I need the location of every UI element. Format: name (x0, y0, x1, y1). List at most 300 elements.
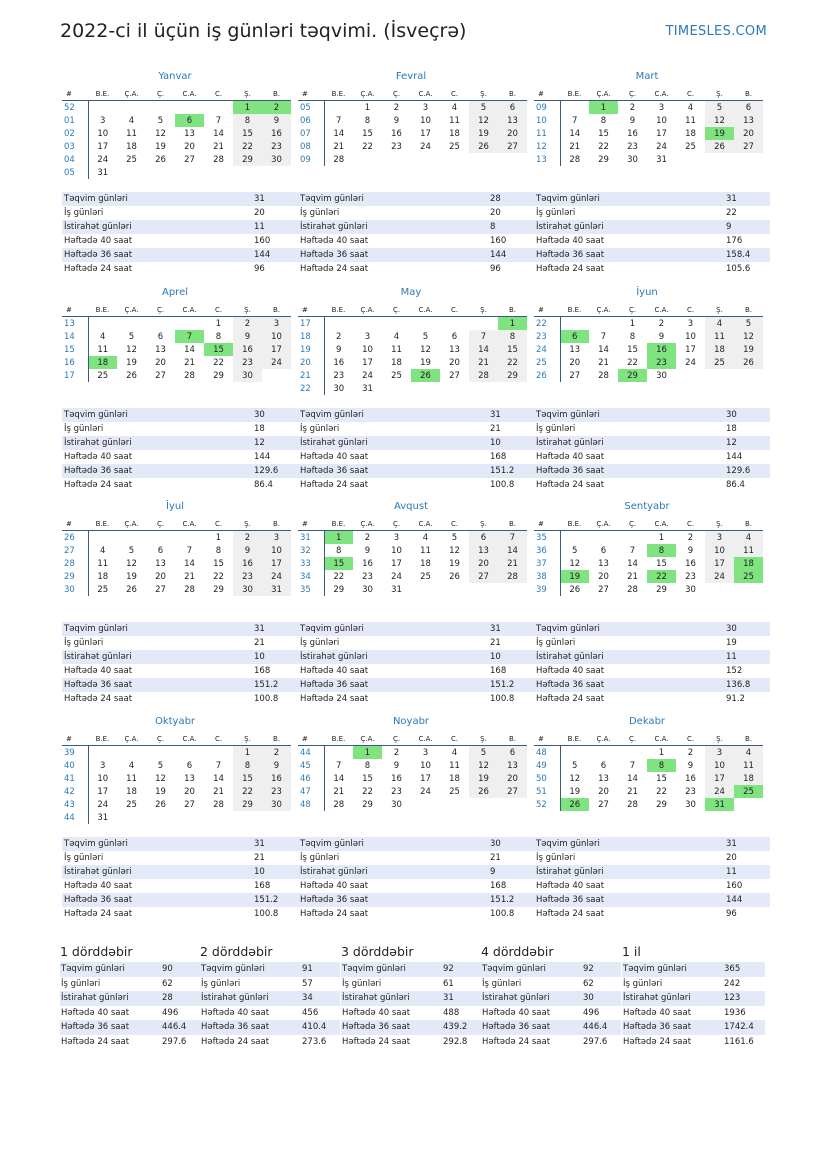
day-cell[interactable]: 21 (627, 571, 638, 582)
day-cell[interactable]: 22 (333, 571, 345, 582)
day-cell[interactable]: 26 (155, 799, 166, 810)
day-cell[interactable]: 21 (598, 357, 609, 368)
day-cell[interactable]: 29 (333, 584, 345, 595)
day-cell[interactable]: 23 (391, 141, 402, 152)
day-cell[interactable]: 21 (627, 786, 638, 797)
day-cell[interactable]: 2 (364, 532, 371, 543)
day-cell[interactable]: 20 (469, 557, 498, 570)
day-cell[interactable]: 7 (336, 115, 342, 126)
day-cell[interactable]: 12 (569, 773, 581, 784)
day-cell[interactable]: 20 (498, 772, 527, 785)
day-cell[interactable]: 31 (391, 584, 402, 595)
holiday-day-cell[interactable]: 6 (560, 330, 589, 343)
day-cell[interactable]: 10 (391, 545, 402, 556)
day-cell[interactable]: 19 (469, 127, 498, 140)
day-cell[interactable]: 3 (705, 531, 734, 545)
day-cell[interactable]: 15 (213, 558, 224, 569)
day-cell[interactable]: 13 (449, 344, 460, 355)
day-cell[interactable]: 25 (126, 154, 137, 165)
day-cell[interactable]: 16 (233, 557, 262, 570)
day-cell[interactable]: 29 (362, 799, 373, 810)
day-cell[interactable]: 15 (627, 344, 638, 355)
day-cell[interactable]: 15 (656, 558, 667, 569)
day-cell[interactable]: 11 (705, 330, 734, 343)
day-cell[interactable]: 17 (420, 128, 431, 139)
holiday-day-cell[interactable]: 1 (233, 101, 262, 115)
day-cell[interactable]: 21 (333, 786, 345, 797)
day-cell[interactable]: 18 (126, 141, 137, 152)
holiday-day-cell[interactable]: 29 (618, 369, 647, 382)
day-cell[interactable]: 8 (600, 115, 607, 126)
day-cell[interactable]: 31 (656, 154, 667, 165)
holiday-day-cell[interactable]: 1 (324, 531, 353, 545)
day-cell[interactable]: 4 (128, 760, 135, 771)
day-cell[interactable]: 7 (336, 760, 342, 771)
day-cell[interactable]: 2 (687, 747, 694, 758)
day-cell[interactable]: 3 (687, 318, 694, 329)
day-cell[interactable]: 14 (184, 344, 195, 355)
day-cell[interactable]: 18 (685, 128, 696, 139)
day-cell[interactable]: 12 (155, 128, 166, 139)
day-cell[interactable]: 14 (213, 128, 224, 139)
day-cell[interactable]: 29 (233, 798, 262, 811)
day-cell[interactable]: 10 (420, 760, 431, 771)
day-cell[interactable]: 5 (128, 545, 135, 556)
day-cell[interactable]: 10 (362, 344, 373, 355)
day-cell[interactable]: 10 (262, 544, 291, 557)
day-cell[interactable]: 23 (685, 571, 696, 582)
day-cell[interactable]: 28 (569, 154, 581, 165)
day-cell[interactable]: 5 (734, 317, 763, 331)
day-cell[interactable]: 12 (449, 545, 460, 556)
holiday-day-cell[interactable]: 8 (647, 759, 676, 772)
day-cell[interactable]: 29 (498, 369, 527, 382)
day-cell[interactable]: 9 (393, 760, 400, 771)
day-cell[interactable]: 9 (687, 545, 694, 556)
day-cell[interactable]: 20 (155, 571, 166, 582)
day-cell[interactable]: 15 (362, 128, 373, 139)
day-cell[interactable]: 21 (569, 141, 581, 152)
day-cell[interactable]: 13 (498, 114, 527, 127)
day-cell[interactable]: 15 (498, 343, 527, 356)
day-cell[interactable]: 4 (451, 102, 458, 113)
day-cell[interactable]: 19 (449, 558, 460, 569)
day-cell[interactable]: 22 (362, 141, 373, 152)
day-cell[interactable]: 25 (449, 786, 460, 797)
day-cell[interactable]: 28 (627, 584, 638, 595)
day-cell[interactable]: 2 (233, 317, 262, 331)
day-cell[interactable]: 2 (629, 102, 636, 113)
day-cell[interactable]: 9 (233, 330, 262, 343)
day-cell[interactable]: 24 (362, 370, 373, 381)
day-cell[interactable]: 28 (627, 799, 638, 810)
day-cell[interactable]: 20 (569, 357, 581, 368)
day-cell[interactable]: 9 (262, 759, 291, 772)
day-cell[interactable]: 2 (262, 746, 291, 760)
day-cell[interactable]: 8 (498, 330, 527, 343)
day-cell[interactable]: 1 (658, 747, 665, 758)
holiday-day-cell[interactable]: 8 (647, 544, 676, 557)
day-cell[interactable]: 20 (598, 786, 609, 797)
day-cell[interactable]: 2 (658, 318, 665, 329)
day-cell[interactable]: 17 (97, 786, 109, 797)
day-cell[interactable]: 31 (97, 167, 109, 178)
day-cell[interactable]: 8 (215, 545, 222, 556)
holiday-day-cell[interactable]: 16 (647, 343, 676, 356)
day-cell[interactable]: 29 (656, 799, 667, 810)
day-cell[interactable]: 12 (569, 558, 581, 569)
day-cell[interactable]: 12 (705, 114, 734, 127)
day-cell[interactable]: 15 (233, 127, 262, 140)
day-cell[interactable]: 23 (685, 786, 696, 797)
day-cell[interactable]: 21 (184, 571, 195, 582)
holiday-day-cell[interactable]: 19 (705, 127, 734, 140)
day-cell[interactable]: 11 (449, 760, 460, 771)
day-cell[interactable]: 14 (569, 128, 581, 139)
day-cell[interactable]: 30 (362, 584, 373, 595)
day-cell[interactable]: 24 (262, 570, 291, 583)
day-cell[interactable]: 23 (333, 370, 345, 381)
day-cell[interactable]: 29 (656, 584, 667, 595)
day-cell[interactable]: 20 (184, 141, 195, 152)
day-cell[interactable]: 13 (469, 544, 498, 557)
day-cell[interactable]: 19 (155, 141, 166, 152)
day-cell[interactable]: 30 (233, 583, 262, 596)
day-cell[interactable]: 5 (469, 746, 498, 760)
day-cell[interactable]: 3 (705, 746, 734, 760)
day-cell[interactable]: 13 (734, 114, 763, 127)
day-cell[interactable]: 23 (233, 356, 262, 369)
day-cell[interactable]: 11 (126, 773, 137, 784)
day-cell[interactable]: 2 (336, 331, 342, 342)
day-cell[interactable]: 9 (364, 545, 371, 556)
day-cell[interactable]: 8 (233, 759, 262, 772)
day-cell[interactable]: 17 (262, 557, 291, 570)
day-cell[interactable]: 14 (469, 343, 498, 356)
day-cell[interactable]: 17 (685, 344, 696, 355)
day-cell[interactable]: 7 (215, 115, 222, 126)
day-cell[interactable]: 26 (734, 356, 763, 369)
day-cell[interactable]: 28 (184, 584, 195, 595)
day-cell[interactable]: 27 (155, 370, 166, 381)
day-cell[interactable]: 25 (391, 370, 402, 381)
day-cell[interactable]: 13 (184, 128, 195, 139)
day-cell[interactable]: 14 (598, 344, 609, 355)
day-cell[interactable]: 5 (157, 760, 164, 771)
day-cell[interactable]: 29 (213, 370, 224, 381)
day-cell[interactable]: 10 (685, 331, 696, 342)
day-cell[interactable]: 11 (449, 115, 460, 126)
day-cell[interactable]: 13 (598, 773, 609, 784)
day-cell[interactable]: 18 (126, 786, 137, 797)
day-cell[interactable]: 14 (627, 558, 638, 569)
day-cell[interactable]: 6 (498, 746, 527, 760)
day-cell[interactable]: 31 (262, 583, 291, 596)
brand-link[interactable]: TIMESLES.COM (665, 24, 767, 39)
day-cell[interactable]: 1 (215, 532, 222, 543)
day-cell[interactable]: 4 (100, 545, 106, 556)
holiday-day-cell[interactable]: 19 (560, 570, 589, 583)
day-cell[interactable]: 6 (157, 545, 164, 556)
day-cell[interactable]: 13 (498, 759, 527, 772)
day-cell[interactable]: 6 (600, 545, 607, 556)
day-cell[interactable]: 21 (213, 786, 224, 797)
day-cell[interactable]: 14 (333, 128, 345, 139)
day-cell[interactable]: 17 (362, 357, 373, 368)
day-cell[interactable]: 24 (262, 356, 291, 369)
day-cell[interactable]: 11 (97, 344, 109, 355)
day-cell[interactable]: 30 (627, 154, 638, 165)
day-cell[interactable]: 18 (97, 571, 109, 582)
day-cell[interactable]: 27 (734, 140, 763, 153)
day-cell[interactable]: 21 (213, 141, 224, 152)
day-cell[interactable]: 20 (498, 127, 527, 140)
day-cell[interactable]: 27 (598, 584, 609, 595)
day-cell[interactable]: 17 (97, 141, 109, 152)
day-cell[interactable]: 30 (656, 370, 667, 381)
day-cell[interactable]: 23 (362, 571, 373, 582)
day-cell[interactable]: 26 (126, 584, 137, 595)
day-cell[interactable]: 16 (362, 558, 373, 569)
holiday-day-cell[interactable]: 1 (589, 101, 618, 115)
day-cell[interactable]: 30 (391, 799, 402, 810)
day-cell[interactable]: 18 (449, 773, 460, 784)
day-cell[interactable]: 11 (126, 128, 137, 139)
day-cell[interactable]: 27 (498, 785, 527, 798)
day-cell[interactable]: 27 (449, 370, 460, 381)
holiday-day-cell[interactable]: 18 (88, 356, 117, 369)
day-cell[interactable]: 22 (656, 786, 667, 797)
day-cell[interactable]: 26 (469, 140, 498, 153)
day-cell[interactable]: 8 (364, 115, 371, 126)
day-cell[interactable]: 28 (333, 154, 345, 165)
day-cell[interactable]: 26 (155, 154, 166, 165)
day-cell[interactable]: 31 (362, 383, 373, 394)
day-cell[interactable]: 24 (97, 799, 109, 810)
day-cell[interactable]: 27 (469, 570, 498, 583)
day-cell[interactable]: 25 (685, 141, 696, 152)
day-cell[interactable]: 24 (391, 571, 402, 582)
day-cell[interactable]: 25 (449, 141, 460, 152)
day-cell[interactable]: 28 (498, 570, 527, 583)
day-cell[interactable]: 25 (705, 356, 734, 369)
day-cell[interactable]: 5 (572, 545, 578, 556)
day-cell[interactable]: 24 (685, 357, 696, 368)
day-cell[interactable]: 21 (469, 356, 498, 369)
day-cell[interactable]: 19 (734, 343, 763, 356)
holiday-day-cell[interactable]: 1 (498, 317, 527, 331)
day-cell[interactable]: 13 (184, 773, 195, 784)
day-cell[interactable]: 23 (262, 785, 291, 798)
day-cell[interactable]: 27 (184, 799, 195, 810)
day-cell[interactable]: 18 (420, 558, 431, 569)
day-cell[interactable]: 1 (233, 746, 262, 760)
day-cell[interactable]: 28 (184, 370, 195, 381)
day-cell[interactable]: 25 (420, 571, 431, 582)
day-cell[interactable]: 11 (391, 344, 402, 355)
day-cell[interactable]: 3 (393, 532, 400, 543)
day-cell[interactable]: 30 (685, 584, 696, 595)
day-cell[interactable]: 2 (687, 532, 694, 543)
day-cell[interactable]: 4 (128, 115, 135, 126)
day-cell[interactable]: 3 (658, 102, 665, 113)
day-cell[interactable]: 22 (598, 141, 609, 152)
day-cell[interactable]: 20 (184, 786, 195, 797)
day-cell[interactable]: 16 (685, 558, 696, 569)
day-cell[interactable]: 19 (420, 357, 431, 368)
day-cell[interactable]: 16 (233, 343, 262, 356)
day-cell[interactable]: 18 (391, 357, 402, 368)
day-cell[interactable]: 26 (569, 584, 581, 595)
day-cell[interactable]: 17 (705, 772, 734, 785)
day-cell[interactable]: 18 (705, 343, 734, 356)
day-cell[interactable]: 18 (734, 772, 763, 785)
day-cell[interactable]: 9 (658, 331, 665, 342)
day-cell[interactable]: 17 (656, 128, 667, 139)
day-cell[interactable]: 13 (155, 558, 166, 569)
day-cell[interactable]: 25 (97, 370, 109, 381)
day-cell[interactable]: 13 (598, 558, 609, 569)
day-cell[interactable]: 7 (215, 760, 222, 771)
day-cell[interactable]: 1 (629, 318, 636, 329)
day-cell[interactable]: 14 (498, 544, 527, 557)
day-cell[interactable]: 24 (420, 786, 431, 797)
day-cell[interactable]: 23 (627, 141, 638, 152)
day-cell[interactable]: 20 (734, 127, 763, 140)
day-cell[interactable]: 16 (391, 773, 402, 784)
day-cell[interactable]: 16 (262, 127, 291, 140)
day-cell[interactable]: 10 (705, 759, 734, 772)
day-cell[interactable]: 30 (262, 798, 291, 811)
day-cell[interactable]: 19 (126, 357, 137, 368)
day-cell[interactable]: 25 (126, 799, 137, 810)
day-cell[interactable]: 10 (656, 115, 667, 126)
holiday-day-cell[interactable]: 18 (734, 557, 763, 570)
day-cell[interactable]: 29 (598, 154, 609, 165)
day-cell[interactable]: 28 (598, 370, 609, 381)
holiday-day-cell[interactable]: 7 (175, 330, 204, 343)
day-cell[interactable]: 24 (97, 154, 109, 165)
day-cell[interactable]: 9 (629, 115, 636, 126)
day-cell[interactable]: 3 (422, 747, 429, 758)
day-cell[interactable]: 9 (233, 544, 262, 557)
holiday-day-cell[interactable]: 26 (411, 369, 440, 382)
day-cell[interactable]: 26 (126, 370, 137, 381)
day-cell[interactable]: 8 (629, 331, 636, 342)
day-cell[interactable]: 24 (705, 570, 734, 583)
day-cell[interactable]: 14 (333, 773, 345, 784)
day-cell[interactable]: 8 (233, 114, 262, 127)
day-cell[interactable]: 7 (572, 115, 578, 126)
day-cell[interactable]: 22 (213, 357, 224, 368)
day-cell[interactable]: 3 (100, 760, 106, 771)
day-cell[interactable]: 26 (449, 571, 460, 582)
day-cell[interactable]: 1 (215, 318, 222, 329)
day-cell[interactable]: 17 (262, 343, 291, 356)
day-cell[interactable]: 23 (233, 570, 262, 583)
holiday-day-cell[interactable]: 25 (734, 785, 763, 798)
day-cell[interactable]: 2 (393, 102, 400, 113)
day-cell[interactable]: 6 (734, 101, 763, 115)
day-cell[interactable]: 24 (656, 141, 667, 152)
day-cell[interactable]: 6 (186, 760, 193, 771)
day-cell[interactable]: 3 (422, 102, 429, 113)
day-cell[interactable]: 4 (451, 747, 458, 758)
day-cell[interactable]: 12 (469, 759, 498, 772)
day-cell[interactable]: 8 (364, 760, 371, 771)
day-cell[interactable]: 20 (598, 571, 609, 582)
day-cell[interactable]: 12 (126, 344, 137, 355)
day-cell[interactable]: 22 (213, 571, 224, 582)
day-cell[interactable]: 5 (572, 760, 578, 771)
holiday-day-cell[interactable]: 22 (647, 570, 676, 583)
day-cell[interactable]: 6 (600, 760, 607, 771)
day-cell[interactable]: 27 (184, 154, 195, 165)
day-cell[interactable]: 3 (262, 317, 291, 331)
day-cell[interactable]: 7 (469, 330, 498, 343)
day-cell[interactable]: 3 (262, 531, 291, 545)
day-cell[interactable]: 7 (498, 531, 527, 545)
day-cell[interactable]: 7 (600, 331, 607, 342)
day-cell[interactable]: 21 (498, 557, 527, 570)
day-cell[interactable]: 31 (97, 812, 109, 823)
day-cell[interactable]: 15 (598, 128, 609, 139)
day-cell[interactable]: 19 (469, 772, 498, 785)
day-cell[interactable]: 5 (128, 331, 135, 342)
day-cell[interactable]: 11 (420, 545, 431, 556)
day-cell[interactable]: 6 (157, 331, 164, 342)
day-cell[interactable]: 3 (364, 331, 371, 342)
holiday-day-cell[interactable]: 25 (734, 570, 763, 583)
day-cell[interactable]: 8 (215, 331, 222, 342)
day-cell[interactable]: 5 (422, 331, 429, 342)
day-cell[interactable]: 25 (97, 584, 109, 595)
day-cell[interactable]: 12 (734, 330, 763, 343)
day-cell[interactable]: 18 (449, 128, 460, 139)
day-cell[interactable]: 6 (469, 531, 498, 545)
day-cell[interactable]: 1 (658, 532, 665, 543)
day-cell[interactable]: 22 (233, 785, 262, 798)
day-cell[interactable]: 3 (100, 115, 106, 126)
day-cell[interactable]: 16 (333, 357, 345, 368)
day-cell[interactable]: 20 (155, 357, 166, 368)
holiday-day-cell[interactable]: 6 (175, 114, 204, 127)
day-cell[interactable]: 14 (213, 773, 224, 784)
day-cell[interactable]: 27 (155, 584, 166, 595)
day-cell[interactable]: 26 (705, 140, 734, 153)
day-cell[interactable]: 7 (629, 760, 636, 771)
day-cell[interactable]: 28 (469, 369, 498, 382)
holiday-day-cell[interactable]: 31 (705, 798, 734, 811)
day-cell[interactable]: 21 (333, 141, 345, 152)
day-cell[interactable]: 22 (498, 356, 527, 369)
day-cell[interactable]: 12 (155, 773, 166, 784)
day-cell[interactable]: 13 (155, 344, 166, 355)
day-cell[interactable]: 16 (685, 773, 696, 784)
day-cell[interactable]: 17 (391, 558, 402, 569)
day-cell[interactable]: 10 (705, 544, 734, 557)
day-cell[interactable]: 12 (420, 344, 431, 355)
day-cell[interactable]: 28 (213, 799, 224, 810)
day-cell[interactable]: 13 (569, 344, 581, 355)
day-cell[interactable]: 2 (233, 531, 262, 545)
holiday-day-cell[interactable]: 26 (560, 798, 589, 811)
day-cell[interactable]: 29 (213, 584, 224, 595)
day-cell[interactable]: 30 (333, 383, 345, 394)
day-cell[interactable]: 22 (627, 357, 638, 368)
day-cell[interactable]: 16 (627, 128, 638, 139)
day-cell[interactable]: 14 (627, 773, 638, 784)
